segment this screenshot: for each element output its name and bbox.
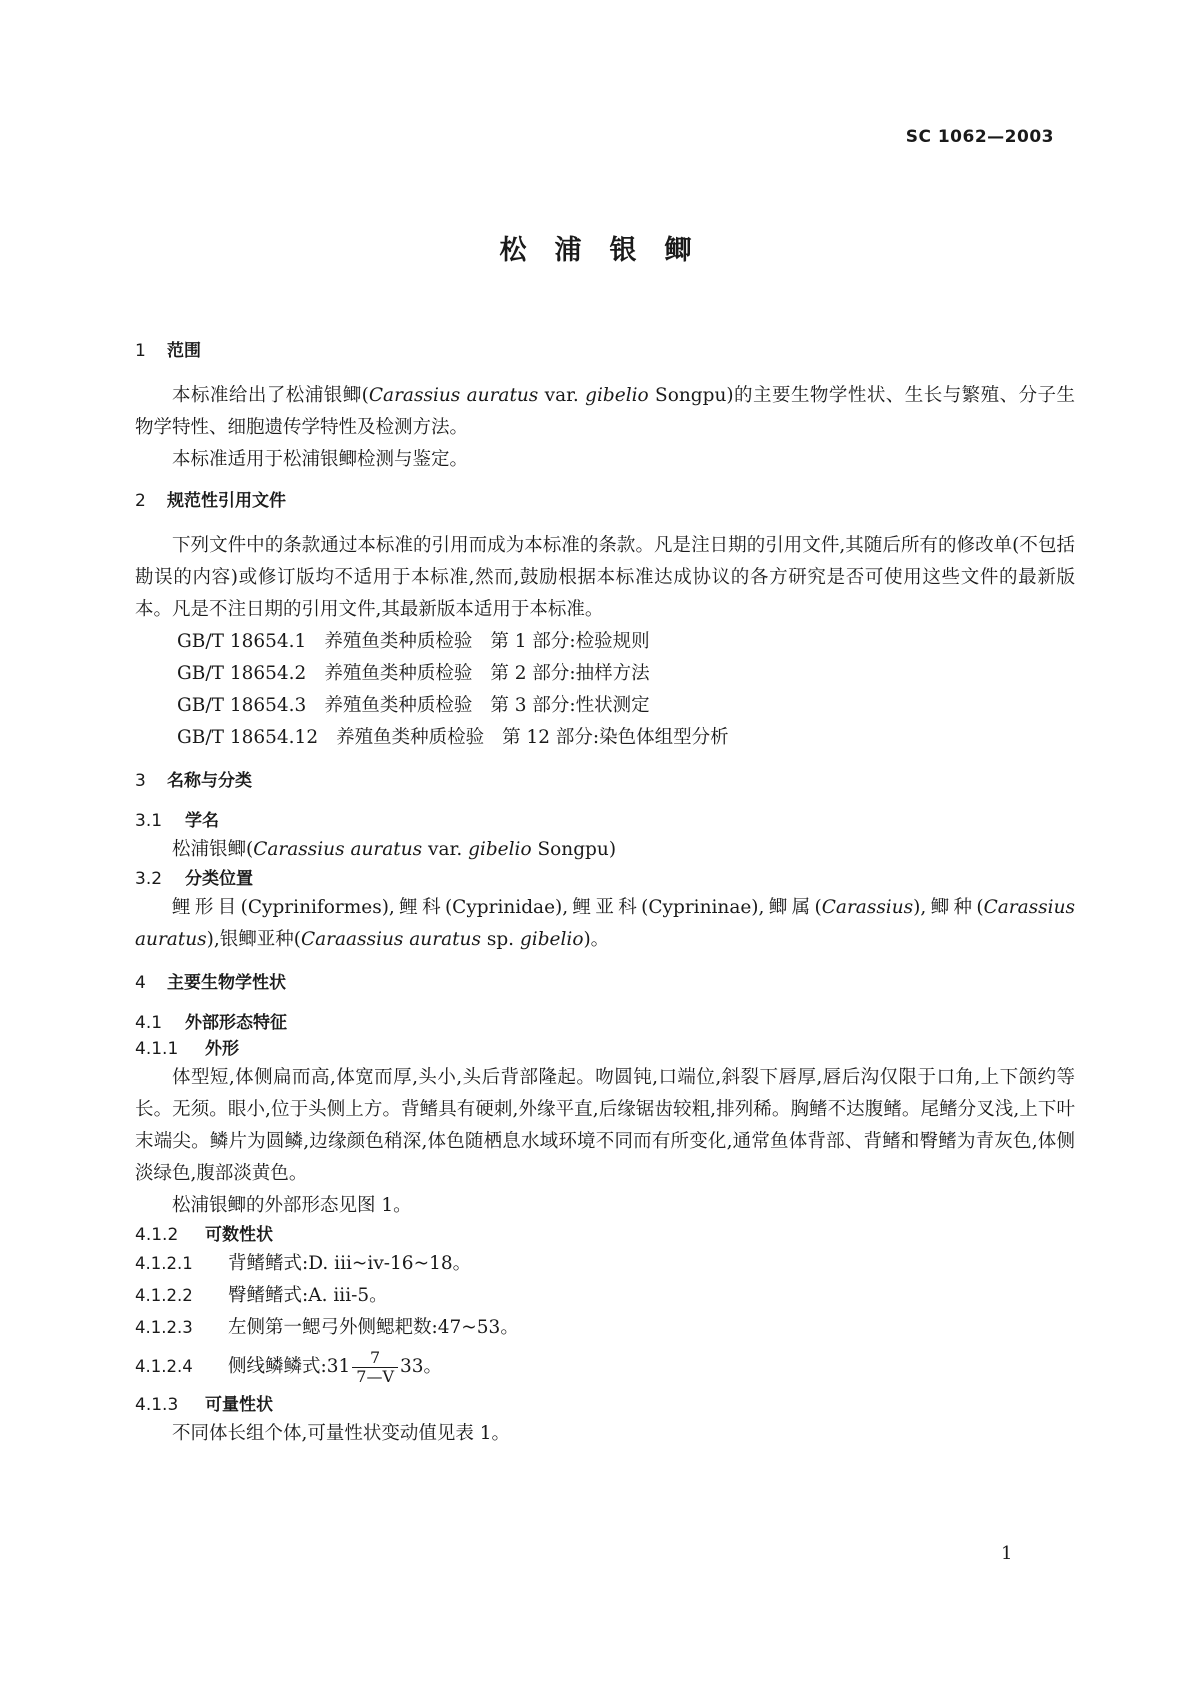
section-number: 4 [135,973,146,993]
reference-item: GB/T 18654.2 养殖鱼类种质检验 第 2 部分:抽样方法 [177,663,650,684]
section-title: 名称与分类 [167,771,252,791]
scope-applicability: 本标准适用于松浦银鲫检测与鉴定。 [172,449,469,470]
section-title: 规范性引用文件 [167,491,286,511]
lateral-line-scale-formula: 4.1.2.4 侧线鳞鳞式:31 $\frac{7}{7—V}$ 33。 [135,1347,443,1386]
section-4-1-3-heading: 4.1.3 可量性状 [135,1395,273,1415]
section-2-heading [135,488,1075,514]
section-title: 主要生物学性状 [167,973,286,993]
section-4-heading [135,970,1075,996]
section-number: 2 [135,491,146,511]
measurable-traits-paragraph: 不同体长组个体,可量性状变动值见表 1。 [172,1423,511,1444]
section-1-heading [135,338,1075,364]
section-3-heading [135,768,1075,794]
section-title: 范围 [167,341,201,361]
section-4-1-heading: 4.1 外部形态特征 [135,1013,287,1033]
section-3-1-heading: 3.1 学名 [135,811,219,831]
reference-item: GB/T 18654.3 养殖鱼类种质检验 第 3 部分:性状测定 [177,695,650,716]
document-title: 松浦银鲫 [499,235,720,266]
countable-trait-item: 4.1.2.3 左侧第一鳃弓外侧鳃耙数:47~53。 [135,1317,519,1338]
document-body [135,338,1075,1450]
countable-trait-item: 4.1.2.2 臀鳍鳍式:A. iii-5。 [135,1285,388,1306]
countable-trait-item: 4.1.2.1 背鳍鳍式:D. iii~iv-16~18。 [135,1253,472,1274]
scientific-name: 松浦银鲫(Carassius auratus var. gibelio Songpu) [172,839,617,860]
scope-paragraph: 本标准给出了松浦银鲫(Carassius auratus var. gibelio Songpu)的主要生物学性状、生长与繁殖、分子生物学特性、细胞遗传学特性及检测方法。 [135,385,1076,438]
standard-number: SC 1062—2003 [905,127,1054,147]
morphology-paragraph: 体型短,体侧扁而高,体宽而厚,头小,头后背部隆起。吻圆钝,口端位,斜裂下唇厚,唇后沟仅限于口角,上下颌约等长。无须。眼小,位于头侧上方。背鳍具有硬刺,外缘平直,后缘锯齿较粗,排列稀。胸鳍不达腹鳍。尾鳍分叉浅,上下叶末端尖。鳞片为圆鳞,边缘颜色稍深,体色随栖息水域环境不同而有所变化,通常鱼体背部、背鳍和臀鳍为青灰色,体侧淡绿色,腹部淡黄色。 [135,1067,1075,1184]
section-4-1-2-heading: 4.1.2 可数性状 [135,1225,273,1245]
section-4-1-1-heading: 4.1.1 外形 [135,1039,239,1059]
section-3-2-heading: 3.2 分类位置 [135,869,253,889]
taxonomy-paragraph: 鲤形目(Cypriniformes),鲤科(Cyprinidae),鲤亚科(Cyprininae),鲫属(Carassius),鲫种(Carassius auratus),银鲫亚种(Caraassius auratus sp. gibelio)。 [135,897,1075,950]
section-number: 1 [135,341,146,361]
scale-formula-fraction: $\frac{7}{7—V}$ [352,1349,398,1386]
page-number: 1 [1001,1543,1013,1564]
section-number: 3 [135,771,146,791]
reference-item: GB/T 18654.1 养殖鱼类种质检验 第 1 部分:检验规则 [177,631,650,652]
references-intro: 下列文件中的条款通过本标准的引用而成为本标准的条款。凡是注日期的引用文件,其随后所有的修改单(不包括勘误的内容)或修订版均不适用于本标准,然而,鼓励根据本标准达成协议的各方研究是否可使用这些文件的最新版本。凡是不注日期的引用文件,其最新版本适用于本标准。 [135,535,1075,620]
reference-item: GB/T 18654.12 养殖鱼类种质检验 第 12 部分:染色体组型分析 [177,727,729,748]
figure-reference: 松浦银鲫的外部形态见图 1。 [172,1195,412,1216]
